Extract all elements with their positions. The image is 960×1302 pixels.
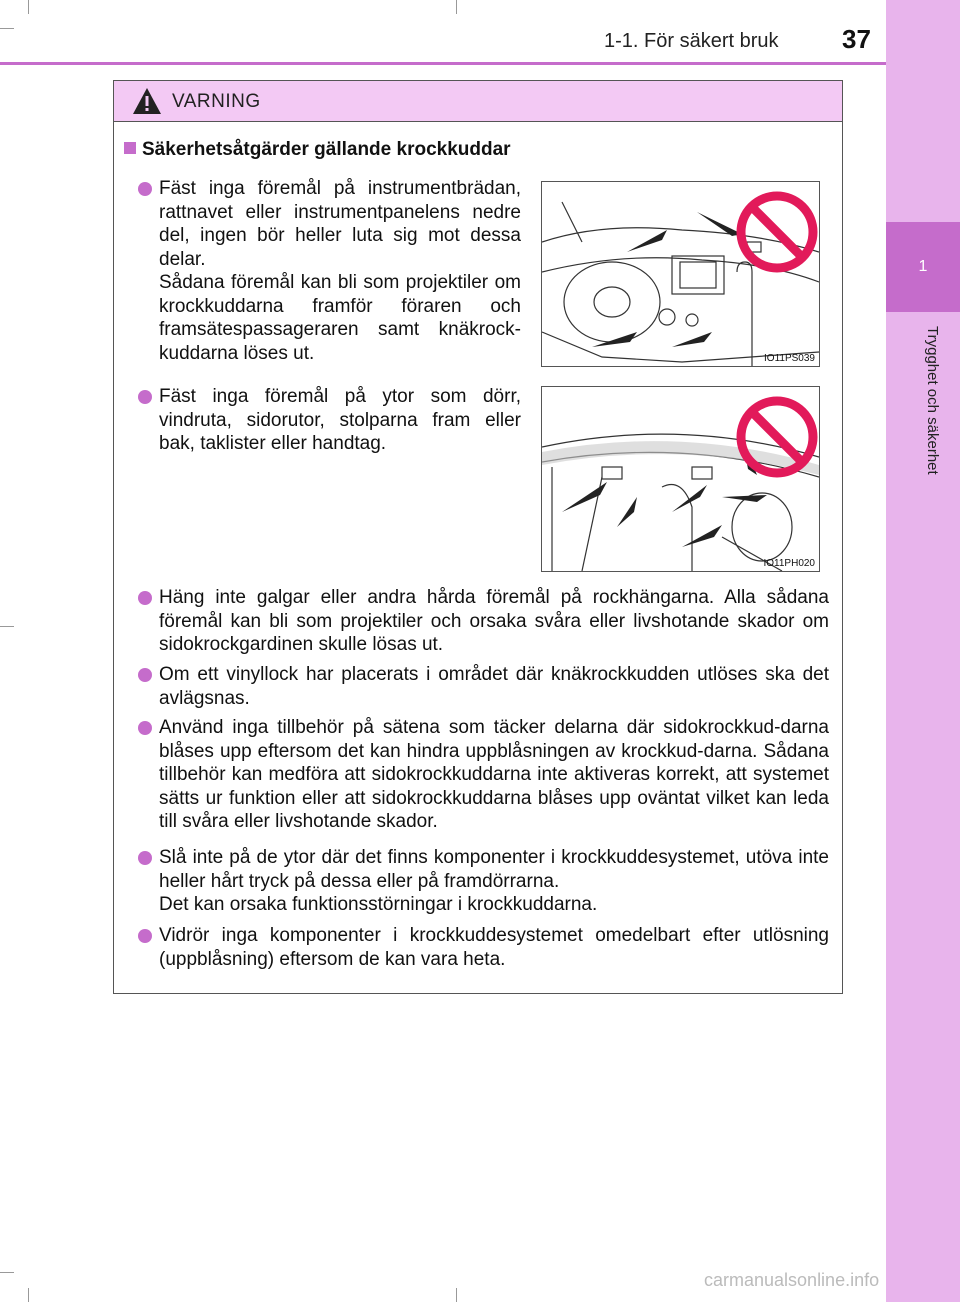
crop-mark: [0, 28, 14, 29]
bullet-text: Slå inte på de ytor där det finns komponenter i krockkuddesystemet, utöva inte heller hårt tryck på dessa eller på framdörrarna.: [159, 847, 829, 892]
bullet-text: Om ett vinyllock har placerats i området där knäkrockkudden utlöses ska det avlägsnas.: [159, 664, 829, 709]
list-item: [159, 177, 521, 365]
list-item: [159, 385, 521, 456]
crop-mark: [456, 1288, 457, 1302]
dashboard-drawing-icon: [542, 182, 819, 366]
list-item: [159, 663, 829, 710]
chapter-tab-strip: [886, 0, 960, 1302]
warning-subheading-text: Säkerhetsåtgärder gällande krockkuddar: [142, 139, 511, 160]
list-item: [159, 846, 829, 917]
warning-box: [113, 80, 843, 994]
bullet-text: Häng inte galgar eller andra hårda föremål på rockhängarna. Alla sådana föremål kan bli som projektiler och orsaka svåra eller livshotande skador om sidokrockgardinen skulle lösas ut.: [159, 587, 829, 655]
crop-mark: [0, 626, 14, 627]
crop-mark: [0, 1272, 14, 1273]
bullet-dot-icon: [138, 591, 152, 605]
square-bullet-icon: [124, 142, 136, 154]
section-title: 1-1. För säkert bruk: [604, 30, 779, 52]
bullet-text: Fäst inga föremål på ytor som dörr, vindruta, sidorutor, stolparna fram eller bak, taklister eller handtag.: [159, 386, 521, 454]
warning-triangle-icon: [132, 87, 162, 115]
chapter-title: Trygghet och säkerhet: [924, 326, 941, 475]
list-item: [159, 586, 829, 657]
bullet-text: Det kan orsaka funktionsstörningar i krockkuddarna.: [159, 894, 598, 915]
list-item: [159, 716, 829, 834]
list-item: [159, 924, 829, 971]
warning-header: [114, 81, 842, 122]
warning-label: VARNING: [172, 91, 261, 112]
figure-code: IO11PH020: [763, 558, 815, 569]
interior-illustration: [541, 386, 820, 572]
bullet-text: Vidrör inga komponenter i krockkuddesystemet omedelbart efter utlösning (uppblåsning) eftersom de kan vara heta.: [159, 925, 829, 970]
figure-code: IO11PS039: [764, 353, 815, 364]
bullet-dot-icon: [138, 182, 152, 196]
bullet-dot-icon: [138, 390, 152, 404]
header-rule: [0, 62, 886, 65]
bullet-dot-icon: [138, 851, 152, 865]
crop-mark: [28, 0, 29, 14]
page-number: 37: [842, 24, 871, 54]
bullet-text: Sådana föremål kan bli som projektiler om krockkuddarna framför föraren och framsätespassageraren samt knäkrock-kuddarna löses ut.: [159, 272, 521, 364]
dashboard-illustration: [541, 181, 820, 367]
warning-subheading: [124, 139, 511, 161]
interior-drawing-icon: [542, 387, 819, 571]
bullet-text: Fäst inga föremål på instrumentbrädan, rattnavet eller instrumentpanelens nedre del, ingen bör heller luta sig mot dessa delar.: [159, 178, 521, 270]
crop-mark: [28, 1288, 29, 1302]
watermark: carmanualsonline.info: [704, 1270, 880, 1290]
bullet-dot-icon: [138, 668, 152, 682]
bullet-dot-icon: [138, 929, 152, 943]
chapter-number-tab: 1: [886, 222, 960, 312]
crop-mark: [456, 0, 457, 14]
bullet-text: Använd inga tillbehör på sätena som täcker delarna där sidokrockkud-darna blåses upp eftersom det kan hindra uppblåsningen av krockkud-darna. Sådana tillbehör kan medföra att sidokrockkuddarna inte aktiveras korrekt, att systemet sätts ur funktion eller att sidokrockkuddarna blåses upp oväntat vilket kan leda till svåra eller livshotande skador.: [159, 717, 829, 832]
bullet-dot-icon: [138, 721, 152, 735]
